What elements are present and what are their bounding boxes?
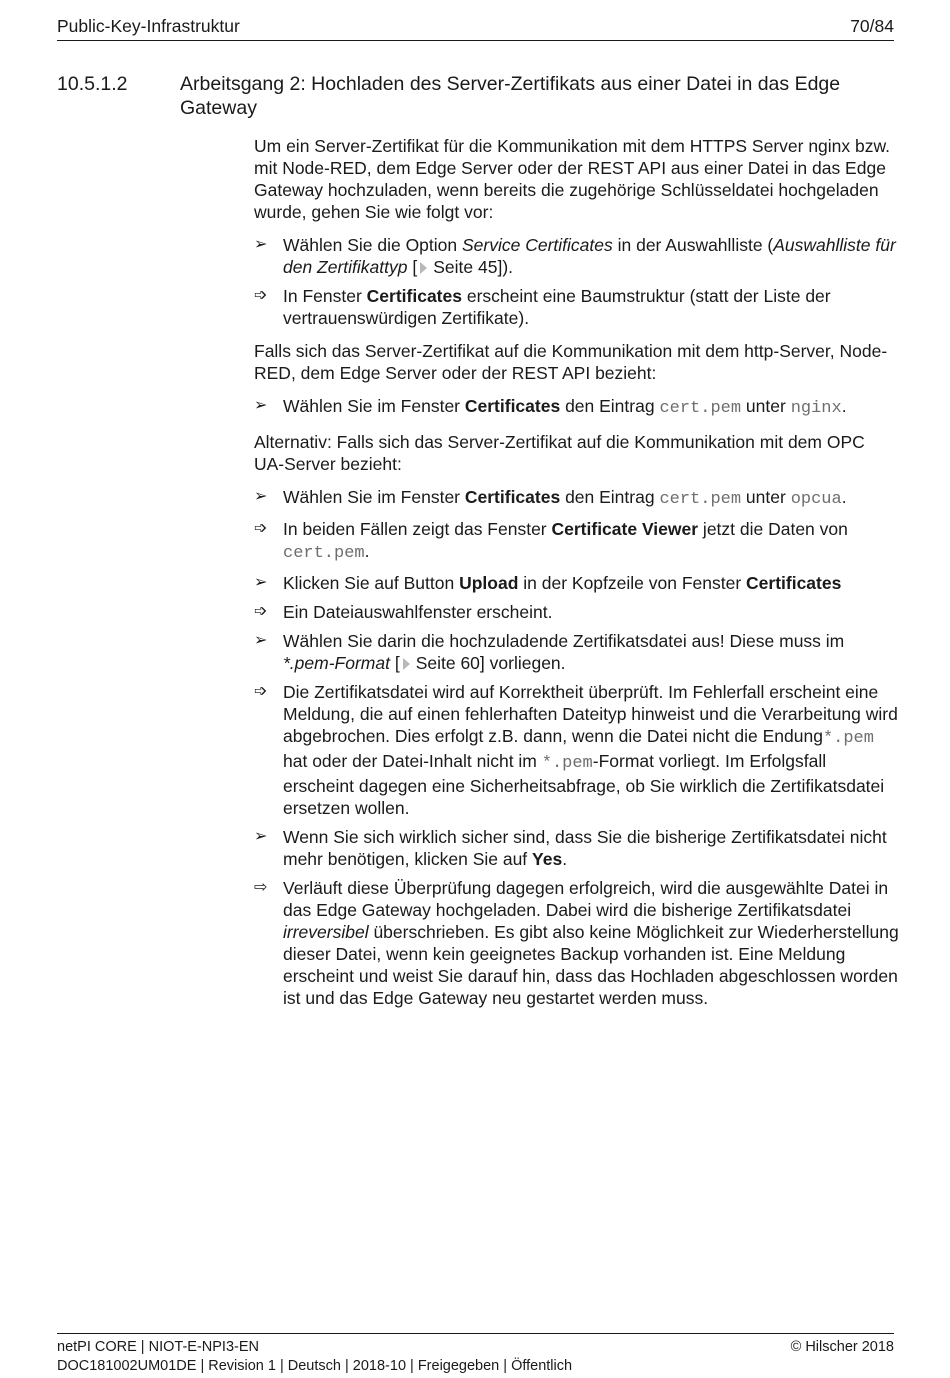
instruction-step: ➢ Wählen Sie im Fenster Certificates den Eintrag cert.pem unter nginx. (254, 396, 847, 418)
instruction-step: ➢ Wählen Sie darin die hochzuladende Zertifikatsdatei aus! Diese muss im *.pem-Format [ Seite 60] vorliegen. (254, 631, 845, 673)
intro-paragraph: Um ein Server-Zertifikat für die Kommunikation mit dem HTTPS Server nginx bzw. mit Node-RED, dem Edge Server oder der REST API aus einer Datei in das Edge Gateway hochzuladen, wenn bereits die zugehörige Schlüsseldatei hochgeladen wurde, gehen Sie wie folgt vor: (254, 136, 891, 222)
case-paragraph-2: Alternativ: Falls sich das Server-Zertifikat auf die Kommunikation mit dem OPC UA-Server bezieht: (254, 432, 865, 474)
result-step: ➩ In Fenster Certificates erscheint eine Baumstruktur (statt der Liste der vertrauenswürdigen Zertifikate). (254, 286, 831, 328)
footer-document-info: DOC181002UM01DE | Revision 1 | Deutsch | 2018-10 | Freigegeben | Öffentlich (57, 1358, 573, 1374)
page-header (57, 14, 894, 41)
result-step: ➩ Die Zertifikatsdatei wird auf Korrektheit überprüft. Im Fehlerfall erscheint eine Meldung, die auf einen fehlerhaften Dateityp hinweist und die Verarbeitung wird abgebrochen. Dies erfolgt z.B. dann, wenn die Datei nicht die Endung*.pem hat oder der Datei-Inhalt nicht im *.pem-Format vorliegt. Im Erfolgsfall erscheint dagegen eine Sicherheitsabfrage, ob Sie wirklich die Zertifikatsdatei ersetzen wollen. (254, 682, 898, 818)
arrowhead-icon: ➢ (254, 236, 268, 253)
section-number: 10.5.1.2 (57, 73, 128, 95)
instruction-step: ➢ Wählen Sie im Fenster Certificates den Eintrag cert.pem unter opcua. (254, 487, 847, 509)
instruction-step: ➢ Wählen Sie die Option Service Certificates in der Auswahlliste (Auswahlliste für den Zertifikattyp [ Seite 45]). (254, 235, 896, 277)
reference-arrow-icon (420, 262, 427, 274)
step-list-3 (254, 486, 899, 1009)
section-title: Arbeitsgang 2: Hochladen des Server-Zertifikats aus einer Datei in das Edge Gateway (180, 73, 841, 119)
page-reference-link[interactable]: Seite 60 (415, 653, 480, 673)
page-number: 70/84 (850, 16, 894, 36)
result-arrow-icon: ➩ (254, 520, 268, 537)
outline-arrow-icon: ⇨ (254, 879, 268, 896)
page-reference-link[interactable]: Seite 45 (433, 257, 498, 277)
final-result-step: ⇨ Verläuft diese Überprüfung dagegen erfolgreich, wird die ausgewählte Datei in das Edge Gateway hochgeladen. Dabei wird die bisherige Zertifikatsdatei irreversibel überschrieben. Es gibt also keine Möglichkeit zur Wiederherstellung dieser Datei, wenn kein geeignetes Backup vorhanden ist. Eine Meldung erscheint und weist Sie darauf hin, dass das Hochladen abgeschlossen worden ist und das Edge Gateway neu gestartet werden muss. (254, 878, 899, 1008)
reference-arrow-icon (403, 658, 410, 670)
result-arrow-icon: ➩ (254, 287, 268, 304)
footer-product: netPI CORE | NIOT-E-NPI3-EN (57, 1339, 259, 1355)
step-list-2 (254, 395, 899, 420)
result-step: ➩ Ein Dateiauswahlfenster erscheint. (254, 602, 553, 622)
code-extension: *.pem (822, 729, 874, 748)
step-list-1 (254, 234, 899, 329)
result-step: ➩ In beiden Fällen zeigt das Fenster Certificate Viewer jetzt die Daten von cert.pem. (254, 519, 848, 563)
result-arrow-icon: ➩ (254, 603, 268, 620)
arrowhead-icon: ➢ (254, 488, 268, 505)
arrowhead-icon: ➢ (254, 632, 268, 649)
case-paragraph-1: Falls sich das Server-Zertifikat auf die Kommunikation mit dem http-Server, Node-RED, dem Edge Server oder der REST API bezieht: (254, 341, 888, 383)
code-extension: *.pem (541, 754, 593, 773)
footer-copyright: © Hilscher 2018 (790, 1339, 894, 1355)
page-footer (57, 1333, 894, 1376)
main-content (254, 135, 899, 1020)
arrowhead-icon: ➢ (254, 828, 268, 845)
code-filename: cert.pem (659, 399, 742, 418)
cross-reference[interactable]: Auswahlliste für den Zertifikattyp (283, 235, 896, 277)
arrowhead-icon: ➢ (254, 397, 268, 414)
instruction-step: ➢ Wenn Sie sich wirklich sicher sind, dass Sie die bisherige Zertifikatsdatei nicht mehr benötigen, klicken Sie auf Yes. (254, 827, 887, 869)
code-folder: opcua (790, 490, 842, 509)
code-filename: cert.pem (659, 490, 742, 509)
header-title: Public-Key-Infrastruktur (57, 16, 240, 36)
result-arrow-icon: ➩ (254, 683, 268, 700)
code-folder: nginx (790, 399, 842, 418)
arrowhead-icon: ➢ (254, 574, 268, 591)
instruction-step: ➢ Klicken Sie auf Button Upload in der Kopfzeile von Fenster Certificates (254, 573, 842, 593)
code-filename: cert.pem (283, 544, 365, 563)
